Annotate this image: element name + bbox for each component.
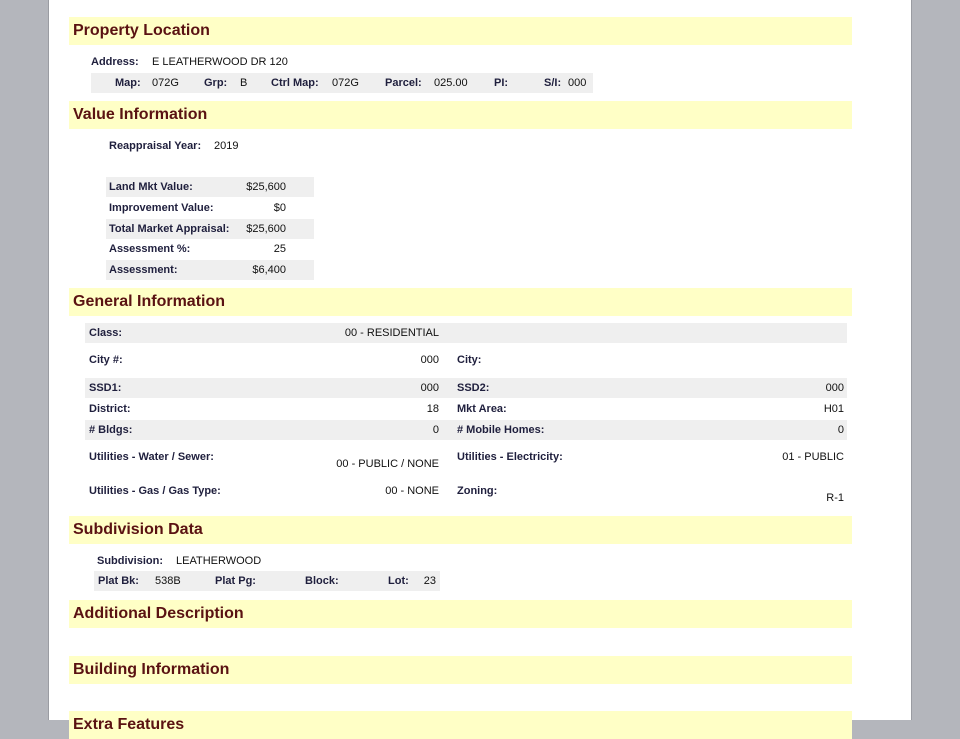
reappraisal-year-value: 2019 (214, 140, 239, 152)
bldgs-label: # Bldgs: (89, 424, 133, 436)
assessment-percent-label: Assessment %: (109, 243, 191, 255)
class-row (85, 323, 847, 343)
bldgs-value: 0 (432, 424, 439, 436)
mobile-homes-label: # Mobile Homes: (457, 424, 545, 436)
reappraisal-year-label: Reappraisal Year: (109, 140, 202, 152)
parcel-value: 025.00 (434, 77, 468, 89)
building-information-header: Building Information (69, 656, 852, 684)
lot-label: Lot: (388, 575, 409, 587)
gas-label: Utilities - Gas / Gas Type: (89, 485, 221, 497)
electricity-value: 01 - PUBLIC (782, 451, 844, 463)
city-num-value: 000 (420, 354, 439, 366)
water-sewer-value: 00 - PUBLIC / NONE (336, 458, 439, 470)
ctrl-map-value: 072G (332, 77, 359, 89)
improvement-value: $0 (273, 202, 286, 214)
plat-bk-label: Plat Bk: (98, 575, 139, 587)
address-label: Address: (91, 56, 139, 68)
si-value: 000 (568, 77, 587, 89)
map-value: 072G (152, 77, 179, 89)
land-mkt-value: $25,600 (246, 181, 286, 193)
city-num-label: City #: (89, 354, 123, 366)
parcel-label: Parcel: (385, 77, 422, 89)
assessment-label: Assessment: (109, 264, 178, 276)
district-value: 18 (426, 403, 439, 415)
mobile-homes-value: 0 (837, 424, 844, 436)
address-value: E LEATHERWOOD DR 120 (152, 56, 288, 68)
block-label: Block: (305, 575, 339, 587)
gas-value: 00 - NONE (385, 485, 439, 497)
class-label: Class: (89, 327, 123, 339)
ssd1-value: 000 (420, 382, 439, 394)
zoning-label: Zoning: (457, 485, 498, 497)
general-information-header: General Information (69, 288, 852, 316)
total-market-appraisal-value: $25,600 (246, 223, 286, 235)
ssd2-label: SSD2: (457, 382, 490, 394)
map-label: Map: (115, 77, 141, 89)
lot-value: 23 (423, 575, 436, 587)
assessment-percent-value: 25 (273, 243, 286, 255)
ssd1-label: SSD1: (89, 382, 122, 394)
property-location-header: Property Location (69, 17, 852, 45)
water-sewer-label: Utilities - Water / Sewer: (89, 451, 214, 463)
subdivision-value: LEATHERWOOD (176, 555, 262, 567)
ssd2-value: 000 (825, 382, 844, 394)
zoning-value: R-1 (826, 492, 844, 504)
class-value: 00 - RESIDENTIAL (344, 327, 439, 339)
additional-description-header: Additional Description (69, 600, 852, 628)
extra-features-header: Extra Features (69, 711, 852, 739)
property-record-page (48, 0, 912, 733)
value-information-header: Value Information (69, 101, 852, 129)
ctrl-map-label: Ctrl Map: (271, 77, 319, 89)
total-market-appraisal-label: Total Market Appraisal: (109, 223, 230, 235)
assessment-value: $6,400 (252, 264, 286, 276)
grp-label: Grp: (204, 77, 228, 89)
mkt-area-label: Mkt Area: (457, 403, 507, 415)
electricity-label: Utilities - Electricity: (457, 451, 563, 463)
subdivision-data-header: Subdivision Data (69, 516, 852, 544)
mkt-area-value: H01 (823, 403, 844, 415)
improvement-value-label: Improvement Value: (109, 202, 214, 214)
plat-pg-label: Plat Pg: (215, 575, 256, 587)
subdivision-label: Subdivision: (97, 555, 163, 567)
city-label: City: (457, 354, 482, 366)
land-mkt-value-label: Land Mkt Value: (109, 181, 193, 193)
si-label: S/I: (544, 77, 562, 89)
grp-value: B (240, 77, 248, 89)
pi-label: PI: (494, 77, 509, 89)
plat-bk-value: 538B (155, 575, 181, 587)
district-label: District: (89, 403, 131, 415)
